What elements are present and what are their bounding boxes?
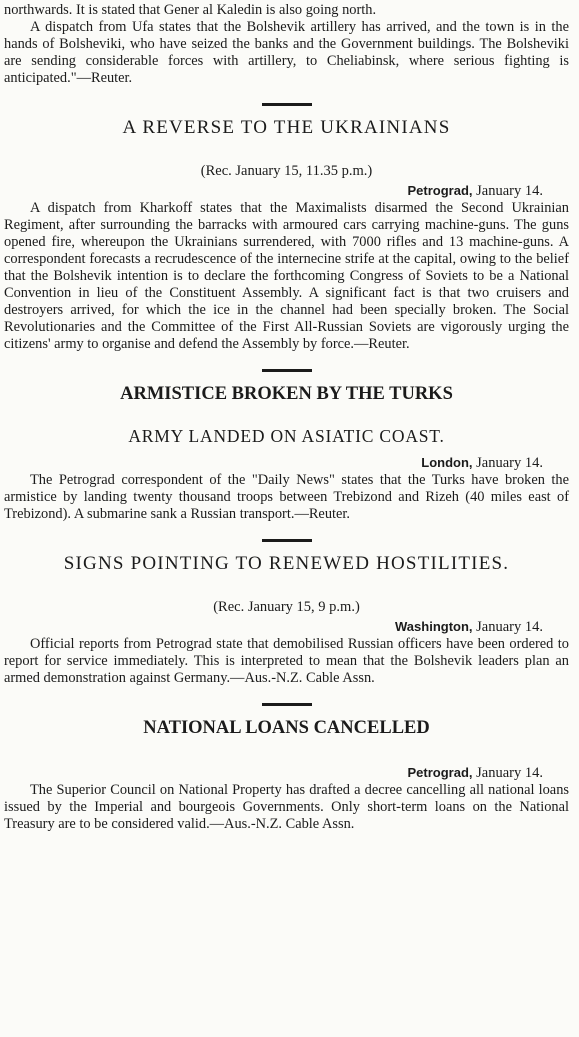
- received-time: (Rec. January 15, 9 p.m.): [213, 599, 360, 615]
- dateline: [4, 618, 569, 636]
- dateline-date: January 14.: [476, 619, 543, 635]
- intro-line: northwards. It is stated that Gener al Kaledin is also going north.: [4, 2, 377, 18]
- headline: A REVERSE TO THE UKRAINIANS: [122, 117, 451, 138]
- dateline-date: January 14.: [476, 765, 543, 781]
- intro-section: [4, 2, 569, 87]
- article-body: The Petrograd correspondent of the "Daily News" states that the Turks have broken the armistice by landing twenty thousand troops between Trebizond and Rizeh (40 miles east of Trebizond). A submarine sank a Russian transport.—Reuter.: [4, 472, 569, 522]
- headline: ARMISTICE BROKEN BY THE TURKS: [120, 384, 453, 404]
- dateline-date: January 14.: [476, 455, 543, 471]
- article-hostilities: [4, 552, 569, 687]
- dateline-place: Petrograd,: [407, 765, 473, 780]
- article-armistice: [4, 382, 569, 523]
- dateline-place: London,: [421, 455, 473, 470]
- headline: NATIONAL LOANS CANCELLED: [143, 718, 430, 738]
- dateline-date: January 14.: [476, 183, 543, 199]
- divider-rule: [262, 103, 312, 106]
- dateline-place: Petrograd,: [407, 183, 473, 198]
- article-ukrainians: [4, 116, 569, 353]
- received-time: (Rec. January 15, 11.35 p.m.): [200, 163, 373, 179]
- dateline: [4, 454, 569, 472]
- dateline-place: Washington,: [395, 619, 473, 634]
- dateline: [4, 182, 569, 200]
- divider-rule: [262, 703, 312, 706]
- article-body: The Superior Council on National Property has drafted a decree cancelling all national loans issued by the Imperial and bourgeois Governments. Only short-term loans on the National Treasury are to be considered valid.—Aus.-N.Z. Cable Assn.: [4, 782, 569, 832]
- subheadline: ARMY LANDED ON ASIATIC COAST.: [128, 426, 445, 446]
- intro-paragraph: A dispatch from Ufa states that the Bolshevik artillery has arrived, and the town is in the hands of Bolsheviki, who have seized the banks and the Government buildings. The Bolsheviki are sending considerable forces with artillery, to Cheliabinsk, where serious fighting is anticipated."—Reuter.: [4, 19, 569, 86]
- headline: SIGNS POINTING TO RENEWED HOSTILITIES.: [63, 553, 510, 574]
- article-loans: [4, 716, 569, 833]
- article-body: A dispatch from Kharkoff states that the Maximalists disarmed the Second Ukrainian Regiment, after surrounding the barracks with armoured cars carrying machine-guns. The guns opened fire, whereupon the Ukrainians surrendered, with 7000 rifles and 13 machine-guns. A correspondent forecasts a recrudescence of the internecine strife at the capital, owing to the belief that the Bolshevik intention is to declare the forthcoming Congress of Soviets to be a National Convention in lieu of the Constituent Assembly. A significant fact is that two cruisers and destroyers arrived, for which the ice in the channel had been specially broken. The Social Revolutionaries and the Committee of the First All-Russian Soviets are vigorously urging the citizens' army to organise and defend the Assembly by force.—Reuter.: [4, 200, 569, 352]
- article-body: Official reports from Petrograd state that demobilised Russian officers have been ordered to report for service immediately. This is interpreted to mean that the Bolshevik leaders plan an armed demonstration against Germany.—Aus.-N.Z. Cable Assn.: [4, 636, 569, 686]
- dateline: [4, 764, 569, 782]
- divider-rule: [262, 539, 312, 542]
- divider-rule: [262, 369, 312, 372]
